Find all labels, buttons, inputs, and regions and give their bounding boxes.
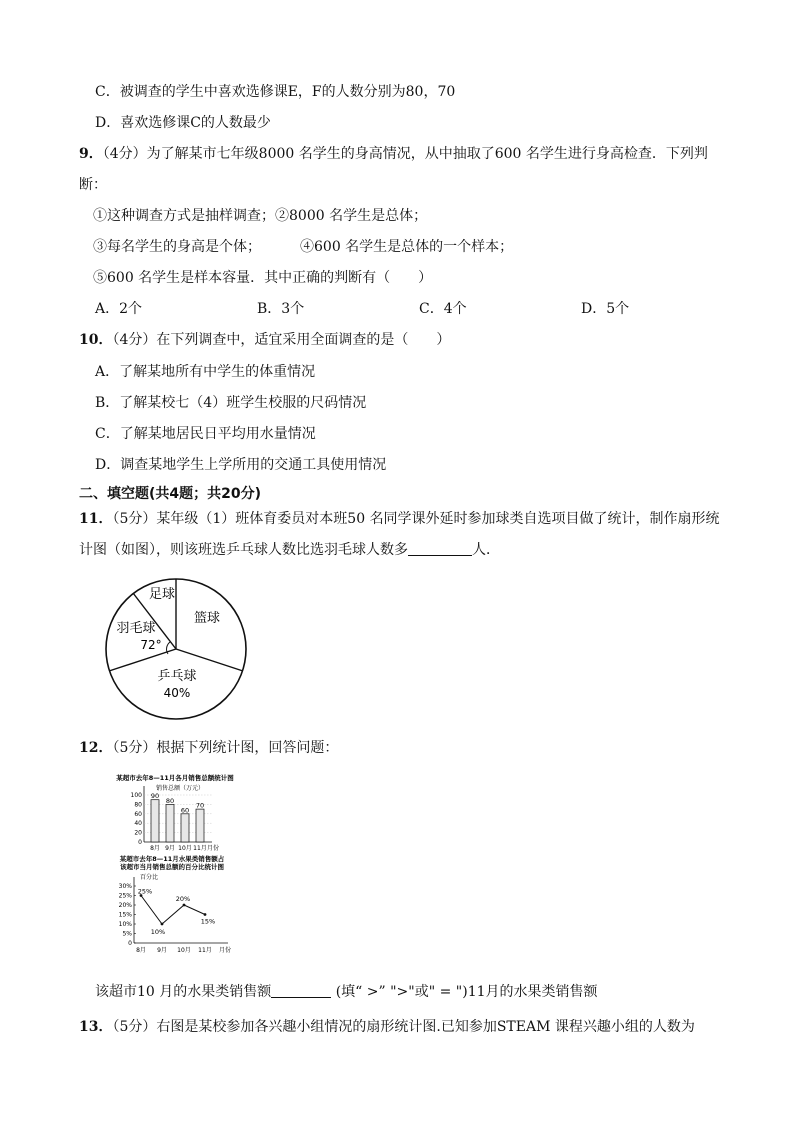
q9-stem-text: （4分）为了解某市七年级8000 名学生的身高情况，从中抽取了600 名学生进行身高检查．下列判 [102,146,708,162]
q11-answer-blank [408,541,472,556]
bar-x-tick-label: 8月 [150,845,160,852]
line-y-tick-label: 30% [118,883,132,890]
bar-y-tick-label: 20 [134,829,142,837]
line-value-label: 15% [200,917,216,926]
bar [196,809,204,842]
line-y-tick-label: 10% [118,921,132,928]
line-series [141,896,205,925]
q11-stem-line2 [79,541,500,559]
label-pingpong-percent: 40% [163,686,191,700]
q12-answer-text-b: (填“ >” ">"或" = ")11月的水果类销售额 [331,984,598,1000]
q9-option-d: D．5个 [581,301,630,317]
bar-y-tick-label: 80 [134,801,142,809]
q11-pie-chart [100,576,252,722]
q8-option-c: C．被调查的学生中喜欢选修课E，F的人数分别为80，70 [95,84,456,100]
line-point [161,923,164,926]
bar-x-tick-label: 9月 [165,845,175,852]
line-chart-ylabel: 百分比 [140,874,159,881]
label-angle: 72° [140,638,162,652]
q12-answer-text-a: 该超市10 月的水果类销售额 [95,984,272,1000]
q12-answer-blank [271,983,331,998]
line-x-tick-label: 月份 [218,947,232,954]
line-y-tick-label: 15% [118,911,132,919]
q10-stem-text: （4分）在下列调查中，适宜采用全面调查的是（ ） [112,332,451,348]
label-basketball: 篮球 [193,611,221,626]
bar-x-tick-label: 10月 [178,845,192,852]
q9-option-b: B．3个 [257,301,305,317]
line-y-tick-label: 5% [122,930,132,938]
line-value-label: 20% [175,895,191,903]
q10-option-a: A．了解某地所有中学生的体重情况 [95,364,316,380]
line-chart-title-2: 该超市当月销售总额的百分比统计图 [120,863,224,871]
q8-option-d: D．喜欢选修课C的人数最少 [95,115,271,131]
q9-statement-1-2: ①这种调查方式是抽样调查；②8000 名学生是总体； [93,208,428,224]
line-x-tick-label: 9月 [157,947,167,954]
q10-number: 10． [79,332,113,348]
q9-statement-4: ④600 名学生是总体的一个样本； [300,239,514,255]
bar-y-tick-label: 0 [138,839,142,846]
line-chart-title-1: 某超市去年8—11月水果类销售额占 [119,855,225,863]
line-value-label: 25% [137,887,153,896]
q9-statement-5: ⑤600 名学生是样本容量．其中正确的判断有（ ） [93,270,433,286]
q12-answer-line [95,983,598,1001]
q11-stem-text-2b: 人． [472,542,500,558]
line-point [204,913,207,916]
q11-stem-line1 [79,510,720,528]
label-badminton: 羽毛球 [116,621,156,636]
q9-option-c: C．4个 [419,301,467,317]
q11-stem-text: （5分）某年级（1）班体育委员对本班50 名同学课外延时参加球类自选项目做了统计，制作扇形统 [112,511,720,527]
bar-value-label: 60 [180,806,190,815]
label-pingpong: 乒乓球 [157,669,197,684]
q9-stem-line2: 断： [79,177,107,193]
bar-value-label: 80 [165,796,175,805]
line-y-tick-label: 20% [118,902,132,909]
line-y-tick-label: 25% [118,892,132,900]
q9-number: 9． [79,146,103,162]
q13-number: 13． [79,1019,113,1035]
bar [166,804,174,842]
line-x-tick-label: 10月 [177,947,191,954]
section-heading: 二、填空题(共4题；共20分) [79,486,262,502]
sales-bar-chart [100,771,260,853]
line-x-tick-label: 11月 [198,947,212,954]
q10-option-b: B．了解某校七（4）班学生校服的尺码情况 [95,395,367,411]
bar-chart-ylabel: 销售总额（万元） [156,785,205,792]
label-football: 足球 [148,587,176,602]
q12-stem-text: （5分）根据下列统计图，回答问题： [112,740,339,756]
bar-x-tick-label: 月份 [206,845,220,852]
bar-y-tick-label: 100 [130,792,142,799]
bar-x-tick-label: 11月 [193,845,207,852]
fruit-percent-line-chart [100,853,260,957]
q12-stem [79,739,338,757]
bar [181,814,189,842]
q9-statement-3: ③每名学生的身高是个体； [93,239,261,255]
bar-y-tick-label: 40 [134,820,142,828]
q10-option-d: D．调查某地学生上学所用的交通工具使用情况 [95,457,387,473]
bar-value-label: 70 [195,801,205,810]
line-point [183,904,186,907]
q9-stem-line1 [79,145,708,163]
q13-stem [79,1018,695,1036]
q13-stem-text: （5分）右图是某校参加各兴趣小组情况的扇形统计图.已知参加STEAM 课程兴趣小组的人数为 [112,1019,695,1035]
bar-chart-title: 某超市去年8—11月各月销售总额统计图 [116,774,234,782]
bar-y-tick-label: 60 [134,810,142,818]
bar-value-label: 90 [150,792,160,801]
q10-option-c: C．了解某地居民日平均用水量情况 [95,426,316,442]
bar [151,800,159,842]
line-value-label: 10% [150,928,166,936]
line-x-tick-label: 8月 [136,947,146,954]
q12-number: 12． [79,740,113,756]
q11-number: 11． [79,511,113,527]
q11-stem-text-2a: 计图（如图），则该班选乒乓球人数比选羽毛球人数多 [79,542,408,558]
q9-option-a: A．2个 [95,301,143,317]
q10-stem [79,331,450,349]
line-y-tick-label: 0 [128,940,132,947]
